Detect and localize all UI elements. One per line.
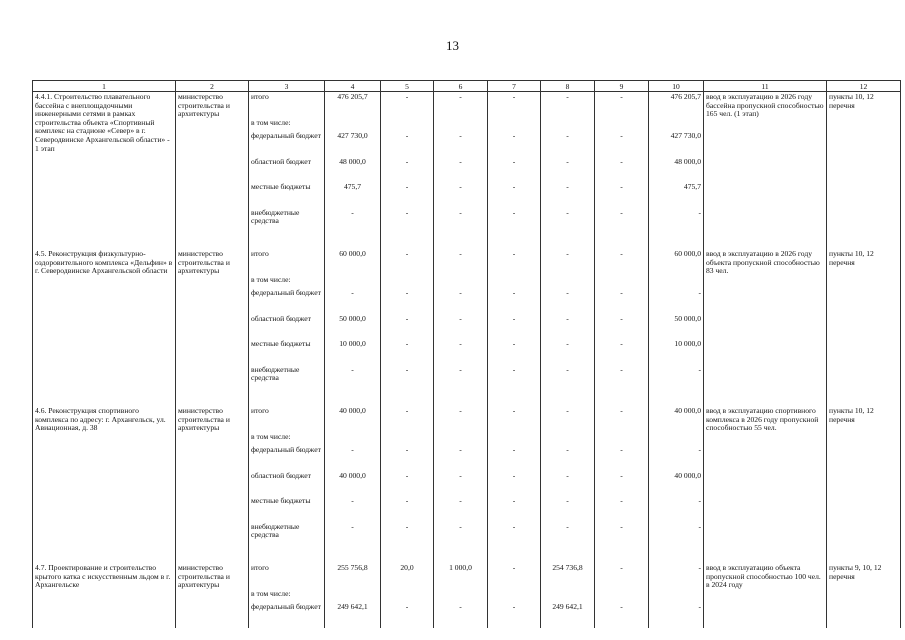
spacer-cell <box>249 233 325 249</box>
amount-value <box>381 589 433 603</box>
amount-value: - <box>459 249 462 258</box>
amount-value <box>595 432 648 446</box>
spacer-cell <box>434 233 488 249</box>
amount-value: - <box>459 406 462 415</box>
amount-value: - <box>512 563 516 572</box>
column-number: 6 <box>434 81 488 92</box>
amount-value: - <box>512 249 516 258</box>
amount-value <box>434 118 487 132</box>
funding-source-label: местные бюджеты <box>251 339 311 348</box>
column-number: 11 <box>704 81 827 92</box>
amount-value: - <box>512 521 516 531</box>
amount-value: - <box>512 496 516 505</box>
amount-value: 40 000,0 <box>339 406 366 415</box>
amount-value: 475,7 <box>683 182 701 191</box>
amount-value <box>325 432 380 446</box>
measure-title: 4.6. Реконструкция спортивного комплекса по адресу: г. Архангельск, ул. Авиационная, д. 38 <box>33 406 176 547</box>
list-items-reference: пункты 10, 12 перечня <box>827 406 901 547</box>
amount-value: - <box>698 445 701 454</box>
amount-value: 249 642,1 <box>552 602 583 611</box>
amount-value <box>381 118 433 132</box>
amount-value: - <box>512 92 516 101</box>
funding-source-label: местные бюджеты <box>251 496 311 505</box>
amount-value: - <box>405 602 409 611</box>
amount-column-4 <box>325 563 381 628</box>
amount-column-7 <box>488 92 541 234</box>
amount-value: - <box>566 182 569 191</box>
funding-source-label: в том числе: <box>251 588 291 598</box>
amount-value: - <box>566 339 569 348</box>
funding-source-label: федеральный бюджет <box>251 131 321 140</box>
amount-value: - <box>459 445 462 454</box>
amount-value <box>595 275 648 289</box>
amount-value: - <box>566 249 569 258</box>
amount-column-6 <box>434 563 488 628</box>
spacer-cell <box>325 390 381 406</box>
funding-source-label: федеральный бюджет <box>251 288 321 297</box>
funding-source-label: областной бюджет <box>251 470 311 480</box>
spacer-cell <box>381 233 434 249</box>
amount-value <box>595 589 648 603</box>
amount-value: - <box>405 364 409 374</box>
list-items-reference: пункты 10, 12 перечня <box>827 249 901 390</box>
amount-column-4 <box>325 92 381 234</box>
amount-column-9 <box>595 249 649 390</box>
funding-source-label: итого <box>251 563 269 572</box>
amount-column-8 <box>541 563 595 628</box>
amount-value <box>325 118 380 132</box>
page-number: 13 <box>446 38 459 53</box>
amount-value: - <box>351 207 354 217</box>
amount-value: - <box>459 156 462 166</box>
spacer-cell <box>827 547 901 563</box>
amount-value: 475,7 <box>343 182 362 191</box>
amount-value: - <box>512 207 516 217</box>
amount-column-10 <box>649 249 704 390</box>
column-number: 10 <box>649 81 704 92</box>
amount-value: - <box>512 602 516 611</box>
amount-column-5 <box>381 249 434 390</box>
amount-value: - <box>620 182 623 191</box>
amount-value: - <box>620 339 623 348</box>
amount-value: - <box>620 92 623 101</box>
spacer-cell <box>541 233 595 249</box>
spacer-cell <box>595 233 649 249</box>
funding-sources <box>249 563 325 628</box>
amount-value <box>649 589 703 603</box>
amount-value: 40 000,0 <box>674 406 701 415</box>
spacer-cell <box>176 547 249 563</box>
amount-value: - <box>512 445 516 454</box>
amount-value: - <box>459 364 462 374</box>
measure-title: 4.4.1. Строительство плавательного бассейна с внеплощадочными инженерными сетями в рамках строительства объекта «Спортивный комплекс на стадионе «Север» в г. Северодвинске Архангельской области» - 1 этап <box>33 92 176 234</box>
table-row <box>33 406 901 547</box>
spacer-cell <box>488 233 541 249</box>
amount-column-7 <box>488 249 541 390</box>
amount-value: 40 000,0 <box>674 470 701 480</box>
spacer-cell <box>649 547 704 563</box>
amount-value: - <box>459 288 462 297</box>
amount-value: - <box>566 207 569 217</box>
spacer-cell <box>33 547 176 563</box>
amount-value: - <box>698 602 701 611</box>
amount-value: - <box>351 496 354 505</box>
amount-value <box>488 275 540 289</box>
amount-value: - <box>405 406 409 415</box>
expected-result: ввод в эксплуатацию спортивного комплекса в 2026 году пропускной способностью 55 чел. <box>704 406 827 547</box>
amount-column-10 <box>649 92 704 234</box>
amount-column-7 <box>488 563 541 628</box>
amount-column-9 <box>595 92 649 234</box>
spacer-cell <box>325 233 381 249</box>
funding-source-label: внебюджетные средства <box>251 364 300 383</box>
amount-value: - <box>512 406 516 415</box>
amount-value: 48 000,0 <box>339 156 366 166</box>
amount-value: - <box>405 288 409 297</box>
amount-value: - <box>566 92 569 101</box>
column-number: 5 <box>381 81 434 92</box>
responsible-executor: министерство строительства и архитектуры <box>176 92 249 234</box>
amount-value: - <box>566 288 569 297</box>
amount-value <box>325 275 380 289</box>
amount-value: 254 736,8 <box>552 563 583 572</box>
expected-result: ввод в эксплуатацию в 2026 году объекта пропускной способностью 83 чел. <box>704 249 827 390</box>
amount-value: - <box>405 156 409 166</box>
amount-value: - <box>405 339 409 348</box>
amount-column-8 <box>541 406 595 547</box>
funding-source-label: федеральный бюджет <box>251 445 321 454</box>
amount-value: - <box>459 92 462 101</box>
list-items-reference: пункты 10, 12 перечня <box>827 92 901 234</box>
amount-value: - <box>620 131 623 140</box>
section-spacer <box>33 233 901 249</box>
funding-source-label: внебюджетные средства <box>251 521 300 540</box>
amount-value: - <box>698 521 701 531</box>
amount-column-10 <box>649 563 704 628</box>
column-number: 2 <box>176 81 249 92</box>
budget-table-container <box>32 80 882 628</box>
amount-value: - <box>566 406 569 415</box>
spacer-cell <box>827 233 901 249</box>
table-row <box>33 563 901 628</box>
amount-value: - <box>620 496 623 505</box>
funding-source-label: областной бюджет <box>251 313 311 323</box>
spacer-cell <box>434 390 488 406</box>
list-items-reference: пункты 9, 10, 12 перечня <box>827 563 901 628</box>
spacer-cell <box>595 547 649 563</box>
amount-value: 50 000,0 <box>674 313 701 323</box>
amount-value: - <box>620 406 623 415</box>
amount-value: - <box>620 313 623 323</box>
amount-value: - <box>459 470 462 480</box>
amount-value: 20,0 <box>400 563 414 572</box>
funding-sources <box>249 249 325 390</box>
spacer-cell <box>488 547 541 563</box>
amount-value <box>488 118 540 132</box>
amount-column-8 <box>541 92 595 234</box>
amount-value <box>325 589 380 603</box>
section-spacer <box>33 390 901 406</box>
amount-value: - <box>512 470 516 480</box>
amount-value: - <box>512 131 516 140</box>
amount-column-5 <box>381 92 434 234</box>
amount-value: - <box>698 288 701 297</box>
amount-column-9 <box>595 563 649 628</box>
funding-source-label: внебюджетные средства <box>251 207 300 226</box>
amount-value: - <box>405 445 409 454</box>
expected-result: ввод в эксплуатацию в 2026 году бассейна пропускной способностью 165 чел. (1 этап) <box>704 92 827 234</box>
table-row <box>33 92 901 234</box>
amount-value: 60 000,0 <box>339 249 366 258</box>
responsible-executor: министерство строительства и архитектуры <box>176 563 249 628</box>
amount-value: - <box>698 496 701 505</box>
amount-value: - <box>566 131 569 140</box>
amount-value: 60 000,0 <box>674 249 701 258</box>
amount-value: - <box>459 521 462 531</box>
amount-value: 427 730,0 <box>670 131 701 140</box>
amount-value: - <box>566 470 569 480</box>
amount-value: - <box>351 364 354 374</box>
amount-value: - <box>620 445 623 454</box>
amount-value: - <box>566 496 569 505</box>
spacer-cell <box>649 233 704 249</box>
spacer-cell <box>176 233 249 249</box>
spacer-cell <box>381 390 434 406</box>
amount-value: 48 000,0 <box>674 156 701 166</box>
funding-sources <box>249 406 325 547</box>
amount-value: 50 000,0 <box>339 313 366 323</box>
amount-value: - <box>512 288 516 297</box>
amount-column-6 <box>434 249 488 390</box>
amount-value: - <box>405 207 409 217</box>
spacer-cell <box>595 390 649 406</box>
amount-value <box>381 275 433 289</box>
funding-source-label: федеральный бюджет <box>251 602 321 611</box>
amount-column-6 <box>434 406 488 547</box>
table-row <box>33 249 901 390</box>
section-spacer <box>33 547 901 563</box>
funding-source-label: областной бюджет <box>251 156 311 166</box>
amount-value: - <box>459 602 462 611</box>
amount-value: 476 205,7 <box>337 92 368 101</box>
spacer-cell <box>649 390 704 406</box>
amount-value: - <box>459 313 462 323</box>
amount-value: - <box>566 156 569 166</box>
column-number: 8 <box>541 81 595 92</box>
amount-value: - <box>512 182 516 191</box>
amount-value: 1 000,0 <box>449 563 472 572</box>
column-number-row <box>33 81 901 92</box>
spacer-cell <box>434 547 488 563</box>
amount-value: - <box>512 364 516 374</box>
amount-value: 40 000,0 <box>339 470 366 480</box>
responsible-executor: министерство строительства и архитектуры <box>176 406 249 547</box>
amount-value: - <box>620 288 623 297</box>
amount-value: - <box>566 521 569 531</box>
amount-value: - <box>459 182 462 191</box>
spacer-cell <box>488 390 541 406</box>
amount-value: 255 756,8 <box>337 563 368 572</box>
table-body <box>33 92 901 628</box>
amount-value: - <box>512 313 516 323</box>
budget-table <box>32 80 901 628</box>
amount-column-6 <box>434 92 488 234</box>
amount-value <box>595 118 648 132</box>
spacer-cell <box>33 233 176 249</box>
amount-value <box>649 275 703 289</box>
spacer-cell <box>176 390 249 406</box>
amount-value <box>381 432 433 446</box>
measure-title: 4.7. Проектирование и строительство крытого катка с искусственным льдом в г. Архангельске <box>33 563 176 628</box>
amount-value: - <box>459 131 462 140</box>
amount-value <box>541 275 594 289</box>
spacer-cell <box>827 390 901 406</box>
amount-value: - <box>459 207 462 217</box>
amount-value: - <box>620 470 623 480</box>
amount-column-4 <box>325 406 381 547</box>
funding-source-label: итого <box>251 249 269 258</box>
amount-value: - <box>351 445 354 454</box>
amount-value <box>541 589 594 603</box>
spacer-cell <box>33 390 176 406</box>
column-number: 9 <box>595 81 649 92</box>
funding-source-label: итого <box>251 406 269 415</box>
amount-value: - <box>351 288 354 297</box>
funding-source-label: в том числе: <box>251 431 291 441</box>
spacer-cell <box>704 390 827 406</box>
spacer-cell <box>704 547 827 563</box>
amount-value: - <box>405 470 409 480</box>
amount-value: - <box>512 156 516 166</box>
amount-value: - <box>512 339 516 348</box>
amount-value: - <box>620 364 623 374</box>
funding-source-label: местные бюджеты <box>251 182 311 191</box>
amount-value: 10 000,0 <box>674 339 701 348</box>
amount-value: - <box>620 156 623 166</box>
column-number: 12 <box>827 81 901 92</box>
amount-value: 427 730,0 <box>337 131 368 140</box>
amount-value: - <box>405 313 409 323</box>
amount-value: - <box>620 207 623 217</box>
funding-sources <box>249 92 325 234</box>
amount-value <box>488 432 540 446</box>
funding-source-label: итого <box>251 92 269 101</box>
amount-value: - <box>405 496 409 505</box>
amount-value: - <box>405 131 409 140</box>
amount-value: 249 642,1 <box>337 602 368 611</box>
amount-value: - <box>620 602 623 611</box>
column-number: 3 <box>249 81 325 92</box>
expected-result: ввод в эксплуатацию объекта пропускной способностью 100 чел. в 2024 году <box>704 563 827 628</box>
amount-value: - <box>459 339 462 348</box>
amount-value: - <box>566 445 569 454</box>
amount-column-7 <box>488 406 541 547</box>
column-number: 1 <box>33 81 176 92</box>
amount-value: - <box>698 563 701 572</box>
amount-value: - <box>459 496 462 505</box>
funding-source-label: в том числе: <box>251 117 291 127</box>
amount-value: - <box>351 521 354 531</box>
column-number: 7 <box>488 81 541 92</box>
spacer-cell <box>249 390 325 406</box>
amount-value: - <box>405 92 409 101</box>
amount-value <box>649 118 703 132</box>
spacer-cell <box>541 390 595 406</box>
spacer-cell <box>381 547 434 563</box>
amount-value: - <box>405 521 409 531</box>
amount-column-5 <box>381 563 434 628</box>
column-number: 4 <box>325 81 381 92</box>
amount-value: - <box>698 207 701 217</box>
amount-column-4 <box>325 249 381 390</box>
amount-value: - <box>620 521 623 531</box>
amount-value <box>541 118 594 132</box>
amount-value: - <box>698 364 701 374</box>
amount-column-8 <box>541 249 595 390</box>
amount-value: 10 000,0 <box>339 339 366 348</box>
spacer-cell <box>541 547 595 563</box>
amount-value: - <box>620 563 623 572</box>
measure-title: 4.5. Реконструкция физкультурно-оздоровительного комплекса «Дельфин» в г. Северодвинске Архангельской области <box>33 249 176 390</box>
amount-value: - <box>405 249 409 258</box>
funding-source-label: в том числе: <box>251 274 291 284</box>
amount-value: - <box>566 313 569 323</box>
responsible-executor: министерство строительства и архитектуры <box>176 249 249 390</box>
amount-value <box>434 589 487 603</box>
amount-value <box>434 432 487 446</box>
amount-column-5 <box>381 406 434 547</box>
amount-column-10 <box>649 406 704 547</box>
amount-column-9 <box>595 406 649 547</box>
amount-value <box>649 432 703 446</box>
amount-value: - <box>405 182 409 191</box>
amount-value <box>541 432 594 446</box>
spacer-cell <box>325 547 381 563</box>
spacer-cell <box>249 547 325 563</box>
amount-value <box>434 275 487 289</box>
amount-value <box>488 589 540 603</box>
amount-value: - <box>620 249 623 258</box>
amount-value: - <box>566 364 569 374</box>
spacer-cell <box>704 233 827 249</box>
amount-value: 476 205,7 <box>670 92 701 101</box>
